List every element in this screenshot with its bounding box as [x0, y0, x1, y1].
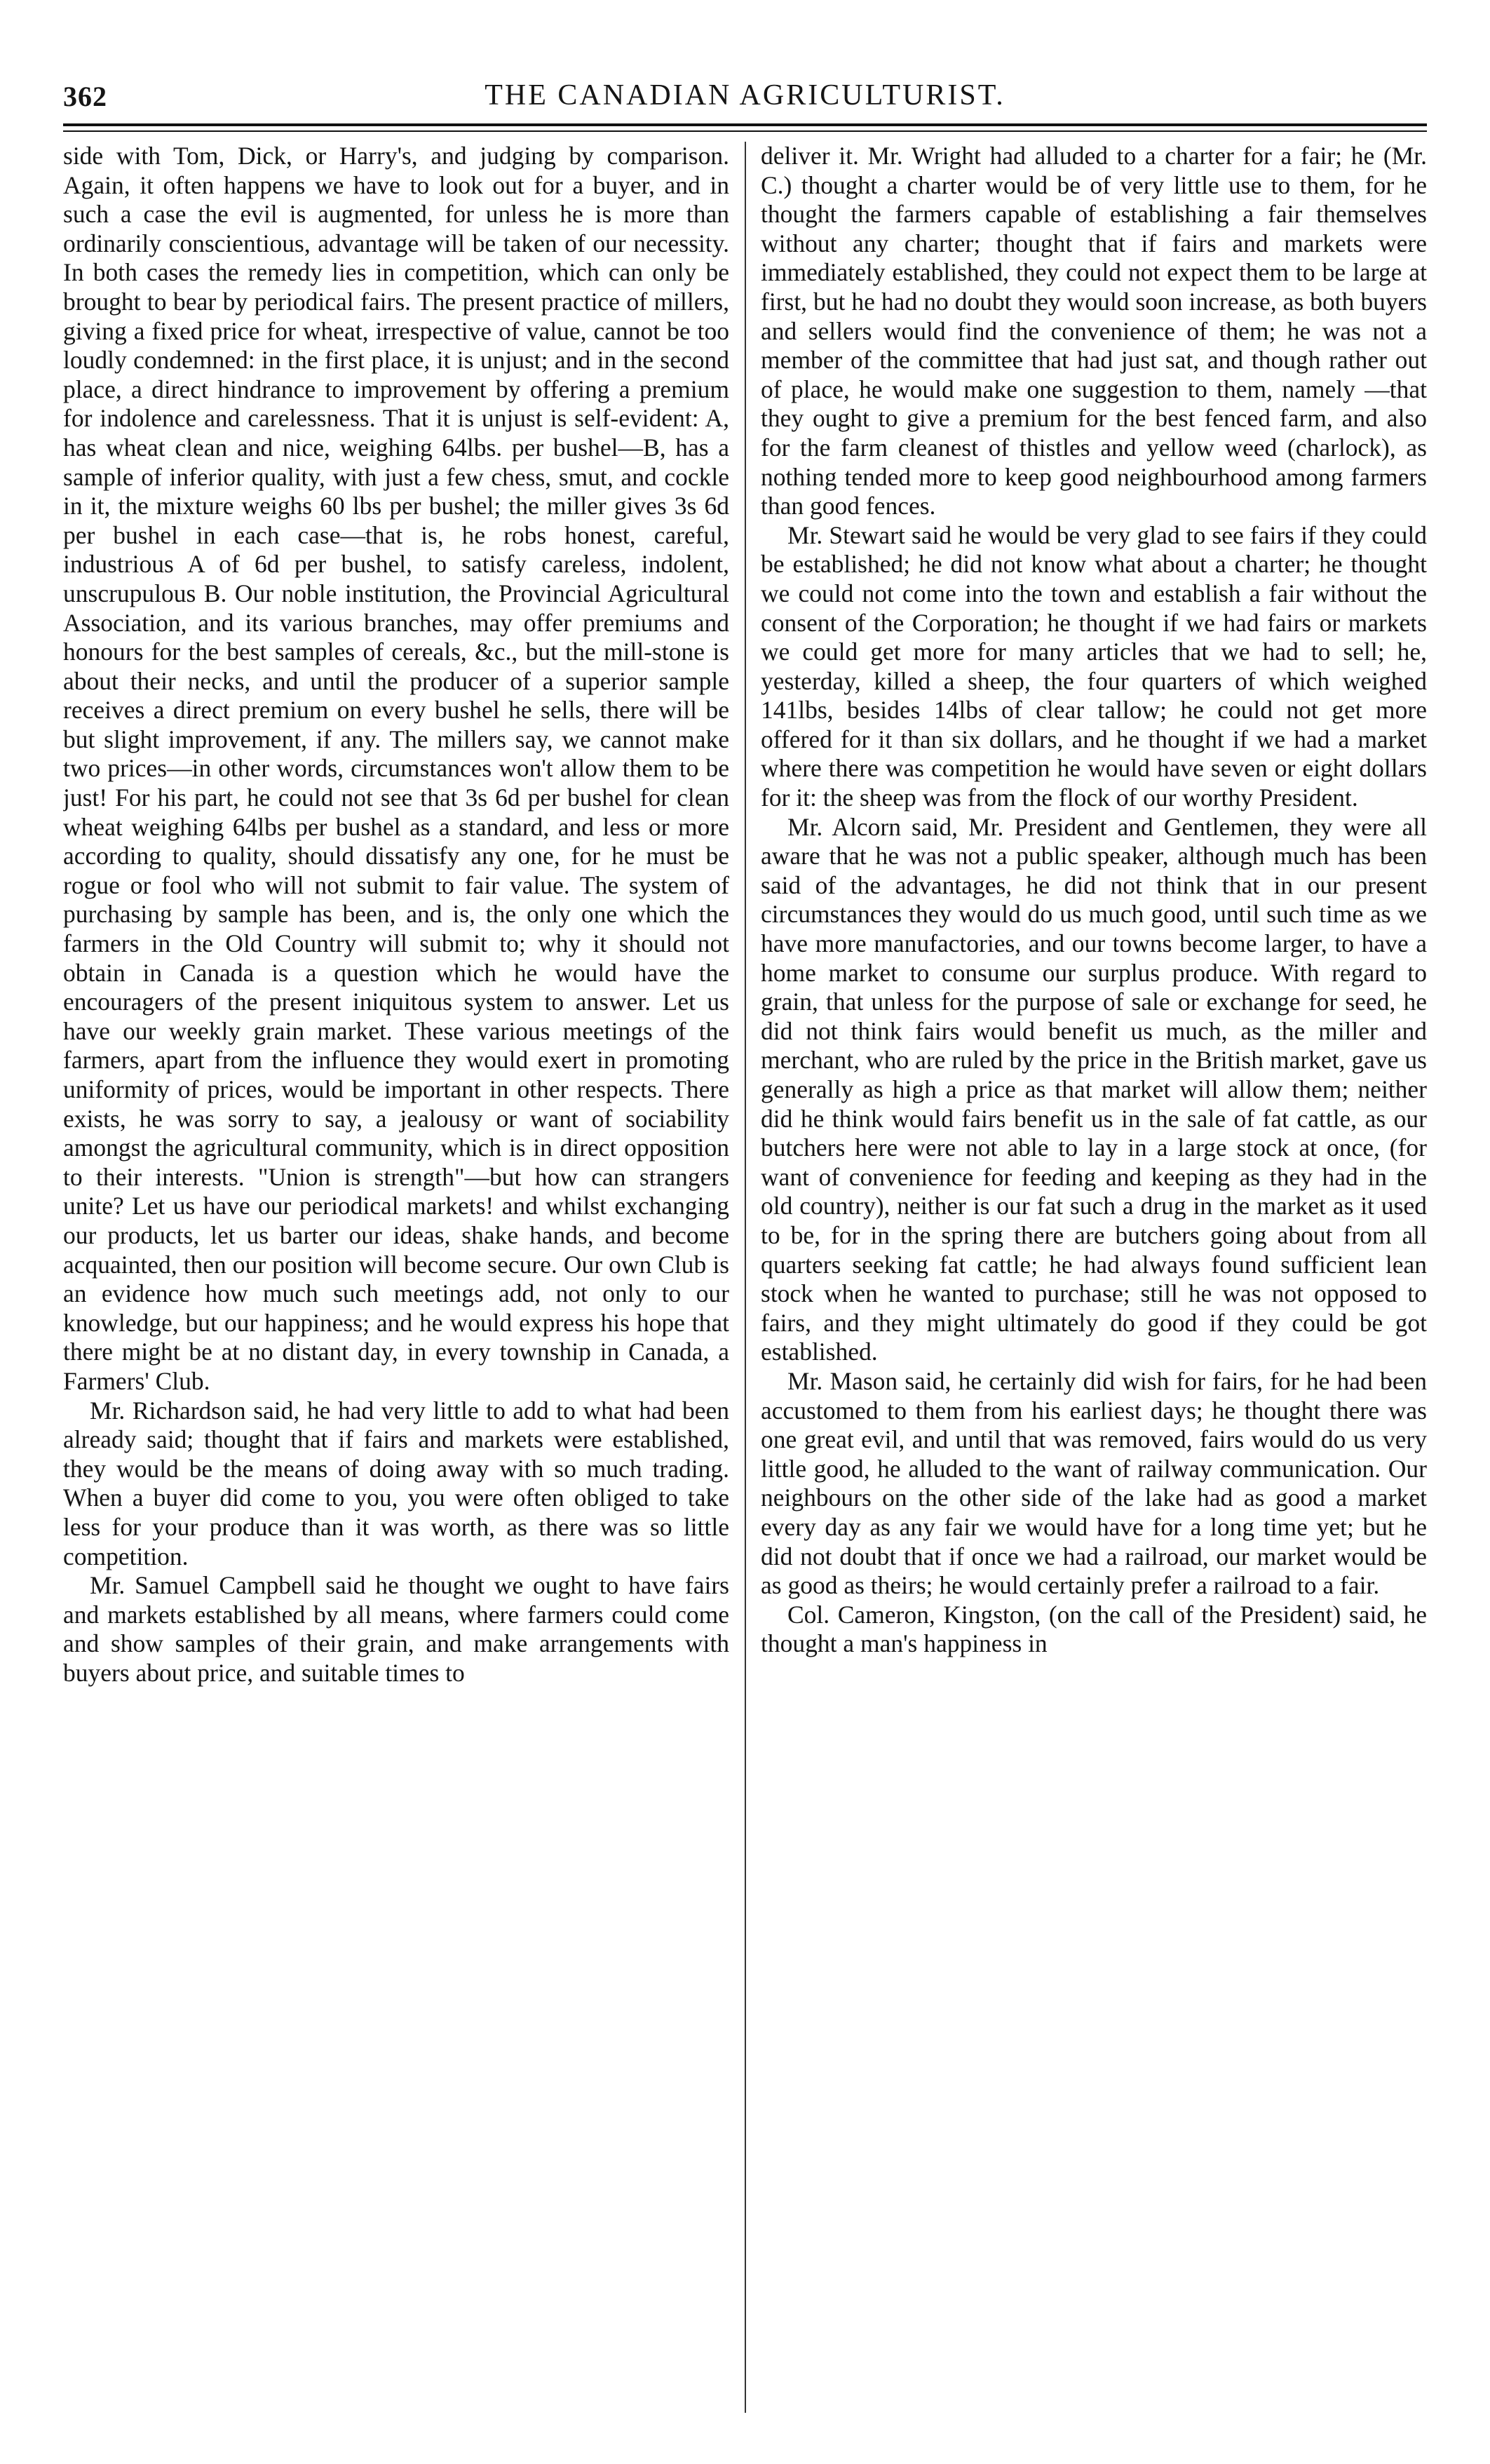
page: [63, 77, 1427, 2413]
right-paragraph-alcorn: Mr. Alcorn said, Mr. President and Gentlemen, they were all aware that he was not a public speaker, although much has been said of the advantages, he did not think that in our present circumstances they would do us much good, until such time as we have more manufactories, and our towns become larger, to have a home market to consume our surplus produce. With regard to grain, that unless for the purpose of sale or exchange for seed, he did not think fairs would benefit us much, as the miller and merchant, who are ruled by the price in the British market, gave us generally as high a price as that market will allow them; neither did he think would fairs benefit us in the sale of fat cattle, as our butchers here were not able to lay in a large stock at once, (for want of convenience for feeding and keeping as they had in the old country), neither is our fat such a drug in the market as it used to be, for in the spring there are butchers going about from all quarters seeking fat cattle; he had always found sufficient lean stock when he wanted to purchase; still he was not opposed to fairs, and they might ultimately do good if they could be got established.: [761, 812, 1427, 1366]
right-paragraph-mason: Mr. Mason said, he certainly did wish for fairs, for he had been accustomed to them from his earliest days; he thought there was one great evil, and until that was removed, fairs would do us very little good, he alluded to the want of railway communication. Our neighbours on the other side of the lake had as good a market every day as any fair we would have for a long time yet; but he did not doubt that if once we had a railroad, our market would be as good as theirs; he would certainly prefer a railroad to a fair.: [761, 1366, 1427, 1600]
right-paragraph-1: deliver it. Mr. Wright had alluded to a charter for a fair; he (Mr. C.) thought a charter would be of very little use to them, for he thought the farmers capable of establishing a fair themselves without any charter; thought that if fairs and markets were immediately established, they could not expect them to be large at first, but he had no doubt they would soon increase, as both buyers and sellers would find the convenience of them; he was not a member of the committee that had just sat, and though rather out of place, he would make one suggestion to them, namely —that they ought to give a premium for the best fenced farm, and also for the farm cleanest of thistles and yellow weed (charlock), as nothing tended more to keep good neighbourhood among farmers than good fences.: [761, 142, 1427, 520]
right-column: [761, 142, 1427, 2413]
running-header: [63, 77, 1427, 128]
column-divider: [745, 142, 746, 2413]
left-column: [63, 142, 729, 2413]
right-paragraph-cameron: Col. Cameron, Kingston, (on the call of the President) said, he thought a man's happiness in: [761, 1600, 1427, 1658]
text-columns: [63, 142, 1427, 2413]
page-number: 362: [63, 81, 107, 112]
left-paragraph-richardson: Mr. Richardson said, he had very little to add to what had been already said; thought that if fairs and markets were established, they would be the means of doing away with so much trading. When a buyer did come to you, you were often obliged to take less for your produce than it was worth, as there was so little competition.: [63, 1396, 729, 1570]
left-paragraph-campbell: Mr. Samuel Campbell said he thought we ought to have fairs and markets established by all means, where farmers could come and show samples of their grain, and make arrangements with buyers about price, and suitable times to: [63, 1571, 729, 1687]
header-rule-thin: [63, 130, 1427, 132]
running-title: THE CANADIAN AGRICULTURIST.: [485, 79, 1005, 112]
left-paragraph-1: side with Tom, Dick, or Harry's, and judging by comparison. Again, it often happens we have to look out for a buyer, and in such a case the evil is augmented, for unless he is more than ordinarily conscientious, advantage will be taken of our necessity. In both cases the remedy lies in competition, which can only be brought to bear by periodical fairs. The present practice of millers, giving a fixed price for wheat, irrespective of value, cannot be too loudly condemned: in the first place, it is unjust; and in the second place, a direct hindrance to improvement by offering a premium for indolence and carelessness. That it is unjust is self-evident: A, has wheat clean and nice, weighing 64lbs. per bushel—B, has a sample of inferior quality, with just a few chess, smut, and cockle in it, the mixture weighs 60 lbs per bushel; the miller gives 3s 6d per bushel in each case—that is, he robs honest, careful, industrious A of 6d per bushel, to satisfy careless, indolent, unscrupulous B. Our noble institution, the Provincial Agricultural Association, and its various branches, may offer premiums and honours for the best samples of cereals, &c., but the mill-stone is about their necks, and until the producer of a superior sample receives a direct premium on every bushel he sells, there will be but slight improvement, if any. The millers say, we cannot make two prices—in other words, circumstances won't allow them to be just! For his part, he could not see that 3s 6d per bushel for clean wheat weighing 64lbs per bushel as a standard, and less or more according to quality, should dissatisfy any one, for he must be rogue or fool who will not submit to fair value. The system of purchasing by sample has been, and is, the only one which the farmers in the Old Country will submit to; why it should not obtain in Canada is a question which he would have the encouragers of the present iniquitous system to answer. Let us have our weekly grain market. These various meetings of the farmers, apart from the influence they would exert in promoting uniformity of prices, would be important in other respects. There exists, he was sorry to say, a jealousy or want of sociability amongst the agricultural community, which is in direct opposition to their interests. "Union is strength"—but how can strangers unite? Let us have our periodical markets! and whilst exchanging our products, let us barter our ideas, shake hands, and become acquainted, then our position will become secure. Our own Club is an evidence how much such meetings add, not only to our knowledge, but our happiness; and he would express his hope that there might be at no distant day, in every township in Canada, a Farmers' Club.: [63, 142, 729, 1395]
right-paragraph-stewart: Mr. Stewart said he would be very glad to see fairs if they could be established; he did not know what about a charter; he thought we could not come into the town and establish a fair without the consent of the Corporation; he thought if we had fairs or markets we could get more for many articles that we had to sell; he, yesterday, killed a sheep, the four quarters of which weighed 141lbs, besides 14lbs of clear tallow; he could not get more offered for it than six dollars, and he thought if we had a market where there was competition he would have seven or eight dollars for it: the sheep was from the flock of our worthy President.: [761, 520, 1427, 812]
header-rule-thick: [63, 123, 1427, 126]
